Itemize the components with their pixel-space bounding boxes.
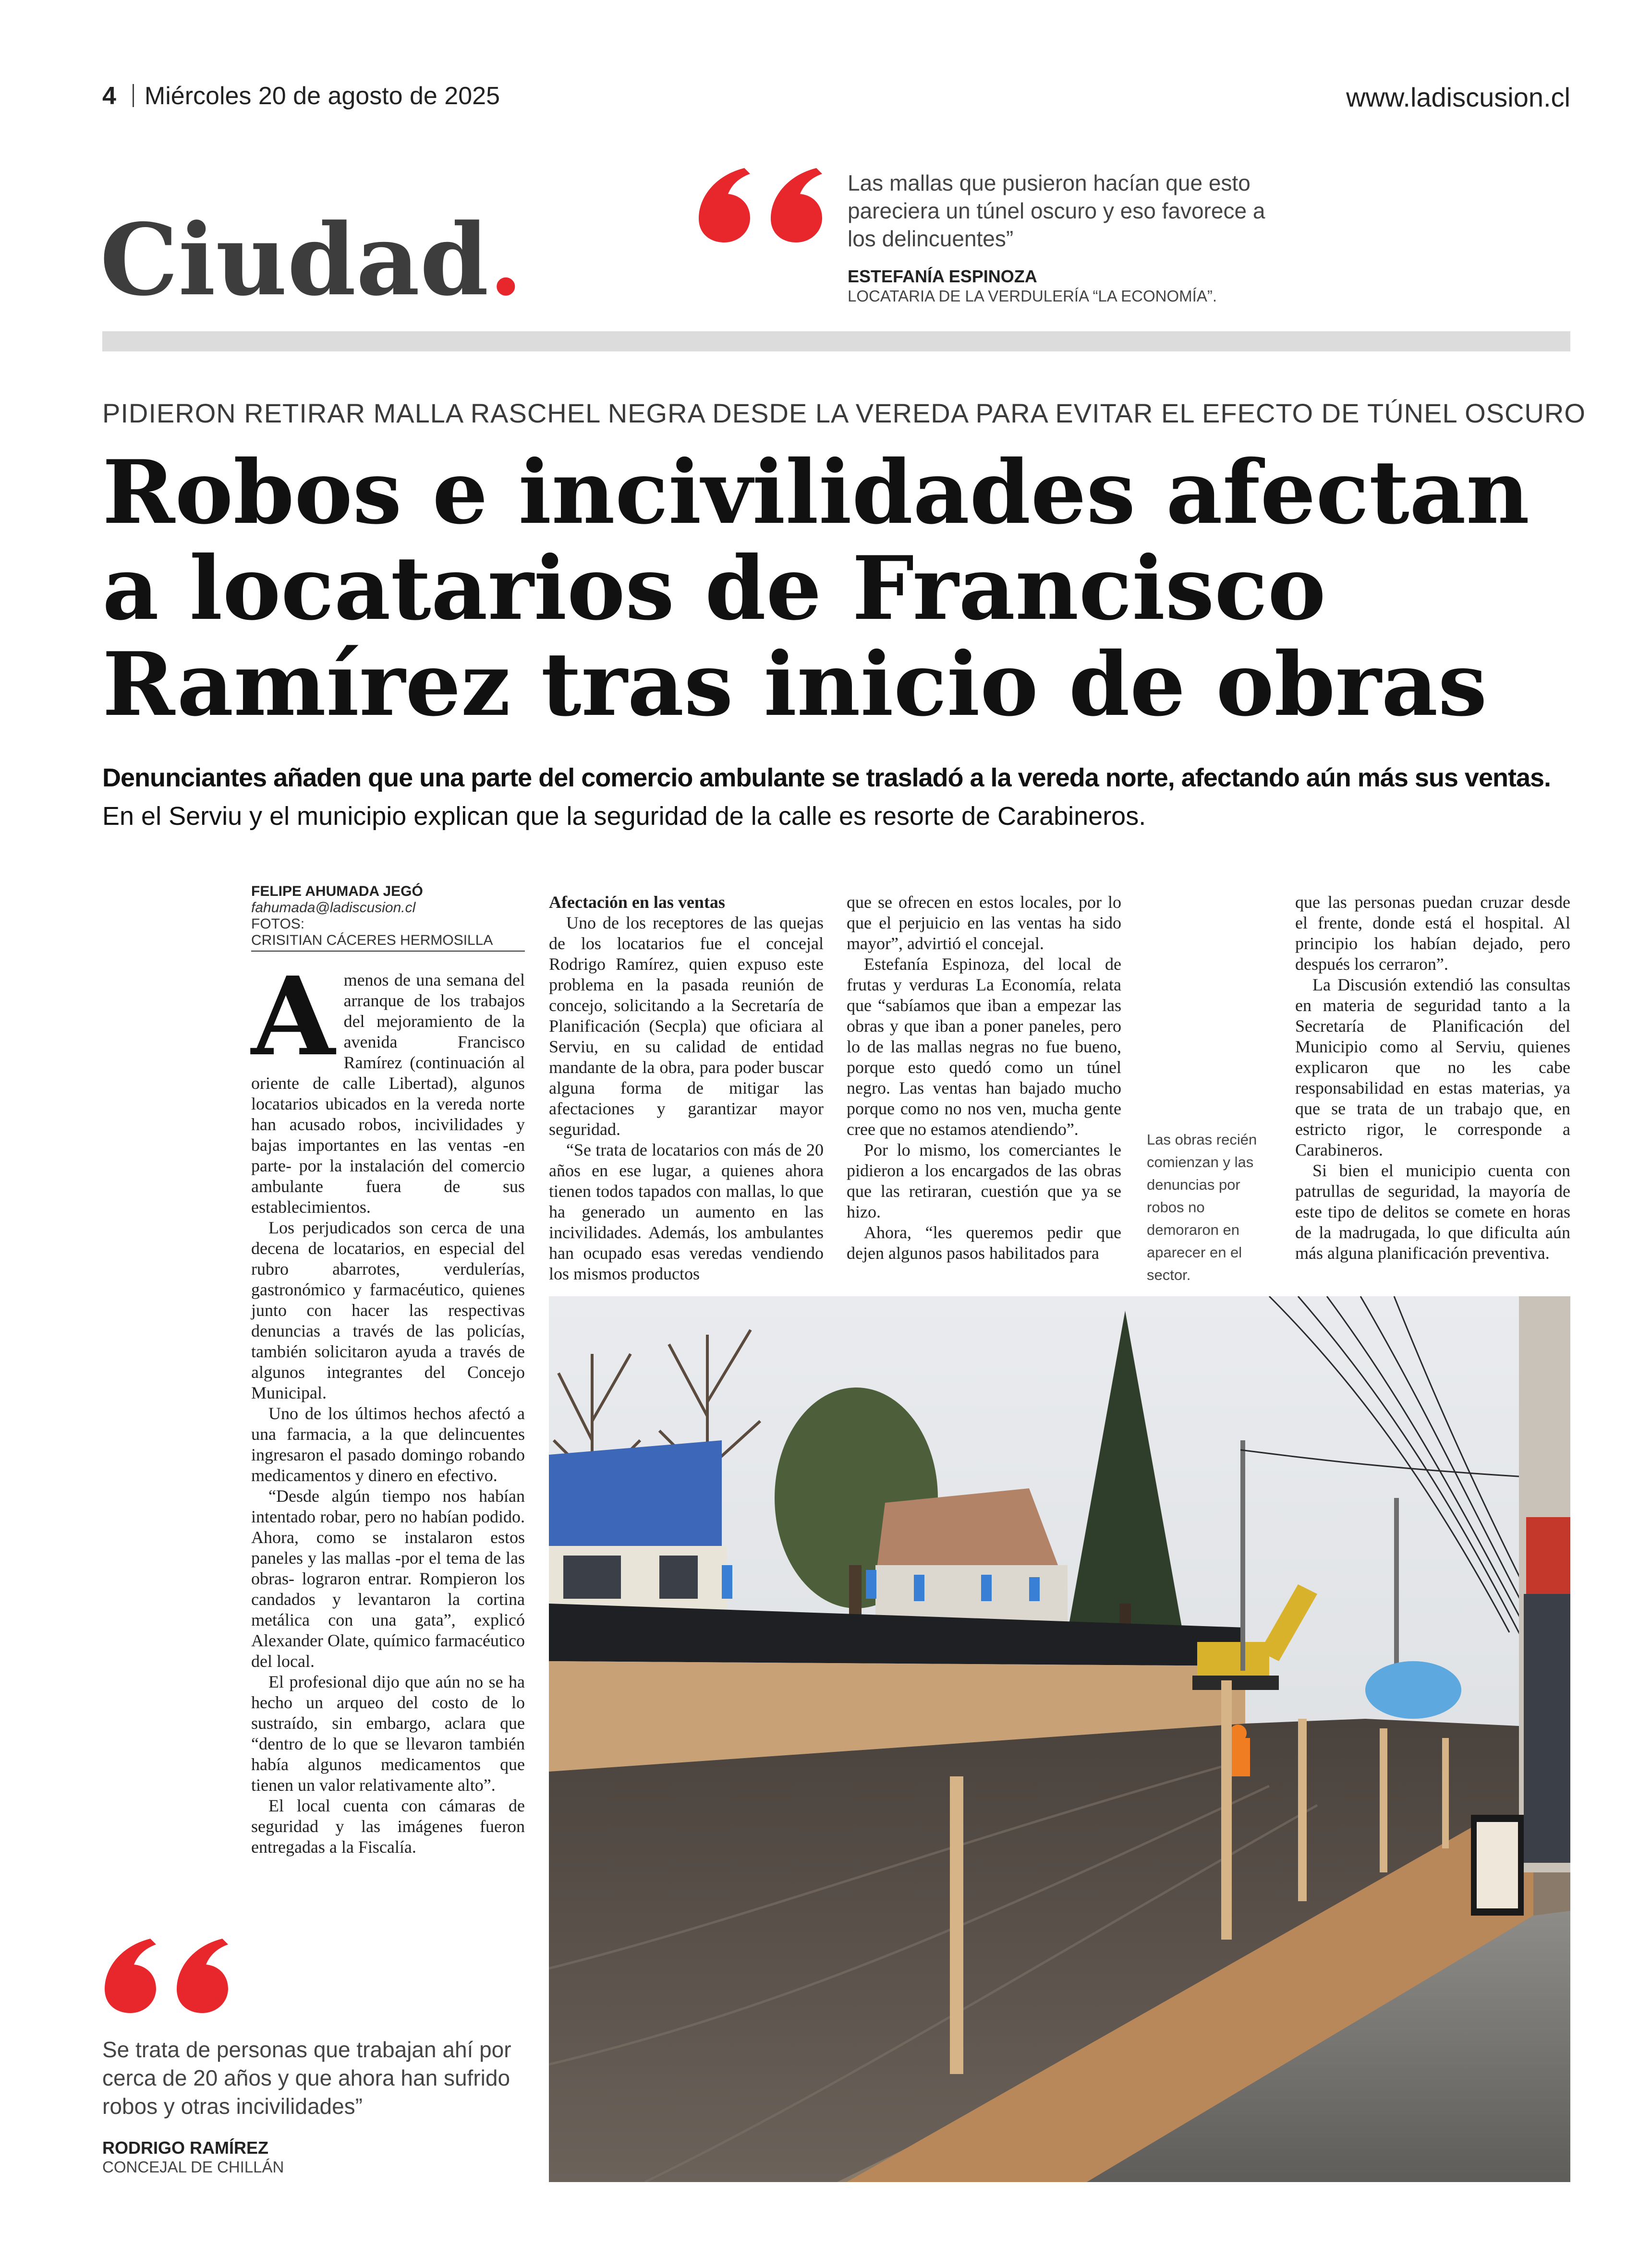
photo-caption: Las obras recién comienzan y las denuncias por robos no demoraron en aparecer en el sector. (1147, 1131, 1257, 1283)
pull-quote-name: RODRIGO RAMÍREZ (102, 2138, 268, 2158)
section-title (100, 203, 523, 318)
page-folio (102, 82, 500, 110)
body-paragraph: Los perjudicados son cerca de una decena de locatarios, en especial del rubro abarrotes, verdulerías, gastronómico y farmacéutico, quienes junto con hacer las respectivas denuncias a través de las policías, también solicitaron ayuda a través de algunos integrantes del Concejo Municipal. (251, 1218, 525, 1402)
byline (251, 883, 525, 952)
section-title-text: Ciudad (100, 203, 489, 318)
quote-mark-icon (696, 163, 826, 245)
quote-mark-icon (102, 1934, 232, 2015)
pull-quote-name: ESTEFANÍA ESPINOZA (848, 266, 1037, 286)
dek-bold: Denunciantes añaden que una parte del comercio ambulante se trasladó a la vereda norte, afectando aún más sus ventas. (102, 763, 1551, 792)
headline-line: Robos e incivilidades afectan (102, 441, 1530, 543)
byline-email[interactable]: fahumada@ladiscusion.cl (251, 900, 416, 916)
body-paragraph: La Discusión extendió las consultas en materia de seguridad tanto a la Secretaría de Planificación del Municipio como al Serviu, quienes explicaron que no les cabe responsabilidad en estas materias, ya que se trata de un trabajo que, en estricto rigor, le corresponde a Carabineros. (1295, 975, 1570, 1159)
page-number: 4 (102, 82, 116, 110)
body-paragraph: que se ofrecen en estos locales, por lo que el perjuicio en las ventas ha sido mayor”, advirtió el concejal. (847, 893, 1121, 953)
body-paragraph: Si bien el municipio cuenta con patrullas de seguridad, la mayoría de este tipo de delitos se comete en horas de la madrugada, lo que dificulta aún más alguna planificación preventiva. (1295, 1161, 1570, 1263)
byline-photo-label: FOTOS: (251, 916, 305, 932)
article-kicker: PIDIERON RETIRAR MALLA RASCHEL NEGRA DESDE LA VEREDA PARA EVITAR EL EFECTO DE TÚNEL OSCURO (102, 398, 1586, 428)
body-paragraph: que las personas puedan cruzar desde el frente, donde está el hospital. Al principio los habían dejado, pero después los cerraron”. (1295, 893, 1570, 974)
article-dek (102, 759, 1572, 835)
body-paragraph: Uno de los últimos hechos afectó a una farmacia, a la que delincuentes ingresaron el pasado domingo robando medicamentos y dinero en efectivo. (251, 1404, 525, 1485)
drop-cap: A (251, 953, 335, 1080)
body-subhead: Afectación en las ventas (549, 893, 725, 912)
body-paragraph: “Desde algún tiempo nos habían intentado robar, pero no habían podido. Ahora, como se instalaron estos paneles y las mallas -por el tema de las obras- lograron entrar. Rompieron los candados y levantaron la cortina metálica con una gata”, explicó Alexander Olate, químico farmacéutico del local. (251, 1486, 525, 1671)
body-paragraph: Uno de los receptores de las quejas de los locatarios fue el concejal Rodrigo Ramírez, quien expuso este problema en la pasada reunión de concejo, solicitando a la Secretaría de Planificación (Secpla) que oficiara al Serviu, en su calidad de entidad mandante de la obra, para poder buscar alguna forma de mitigar las afectaciones y garantizar mayor seguridad. (549, 913, 824, 1139)
website-url[interactable]: www.ladiscusion.cl (1346, 82, 1570, 112)
section-title-dot: . (488, 203, 523, 318)
article-column-4 (1295, 892, 1570, 1264)
body-paragraph: Estefanía Espinoza, del local de frutas y verduras La Economía, relata que “sabíamos que iban a empezar las obras y que iban a poner paneles, pero lo de las mallas negras no fue bueno, porque esto quedó como un túnel negro. Las ventas han bajado mucho porque como no nos ven, mucha gente cree que no estamos atendiendo”. (847, 954, 1121, 1139)
article-column-1 (251, 953, 525, 1858)
pull-quote-role: CONCEJAL DE CHILLÁN (102, 2158, 284, 2176)
body-paragraph: Por lo mismo, los comerciantes le pidieron a los encargados de las obras que las retiraran, cuestión que ya se hizo. (847, 1140, 1121, 1221)
headline-line: a locatarios de Francisco (102, 537, 1326, 639)
pull-quote-text: Se trata de personas que trabajan ahí por cerca de 20 años y que ahora han sufrido robos y otras incivilidades” (102, 2037, 511, 2119)
headline-line: Ramírez tras inicio de obras (102, 633, 1487, 736)
byline-photographer: CRISITIAN CÁCERES HERMOSILLA (251, 932, 525, 952)
section-rule (102, 331, 1570, 351)
body-paragraph: El local cuenta con cámaras de seguridad y las imágenes fueron entregadas a la Fiscalía. (251, 1796, 525, 1857)
article-photo (549, 1296, 1570, 2182)
body-paragraph: menos de una semana del arranque de los trabajos del mejoramiento de la avenida Francisco Ramírez (continuación al oriente de calle Libertad), algunos locatarios ubicados en la vereda norte han acusado robos, incivilidades y bajas importantes en las ventas -en parte- por la instalación del comercio ambulante fuera de sus establecimientos. (251, 970, 525, 1217)
article-column-3 (847, 892, 1121, 1264)
folio-divider (133, 84, 134, 107)
body-paragraph: “Se trata de locatarios con más de 20 años en ese lugar, a quienes ahora tienen todos tapados con mallas, lo que ha generado un aumento en las incivilidades. Además, los ambulantes han ocupado esas veredas vendiendo los mismos productos (549, 1140, 824, 1283)
article-headline (102, 441, 1591, 736)
pull-quote-text: Las mallas que pusieron hacían que esto pareciera un túnel oscuro y eso favorece a los delincuentes” (848, 170, 1265, 251)
article-column-2 (549, 892, 824, 1284)
pull-quote-role: LOCATARIA DE LA VERDULERÍA “LA ECONOMÍA”. (848, 287, 1217, 305)
byline-author: FELIPE AHUMADA JEGÓ (251, 883, 423, 899)
body-paragraph: Ahora, “les queremos pedir que dejen algunos pasos habilitados para (847, 1223, 1121, 1263)
issue-date: Miércoles 20 de agosto de 2025 (144, 82, 500, 110)
body-paragraph: El profesional dijo que aún no se ha hecho un arqueo del costo de lo sustraído, sin embargo, aclara que “dentro de lo que se llevaron también había algunos medicamentos que tienen un valor relativamente alto”. (251, 1672, 525, 1795)
dek-regular: En el Serviu y el municipio explican que la seguridad de la calle es resorte de Carabineros. (102, 802, 1146, 831)
